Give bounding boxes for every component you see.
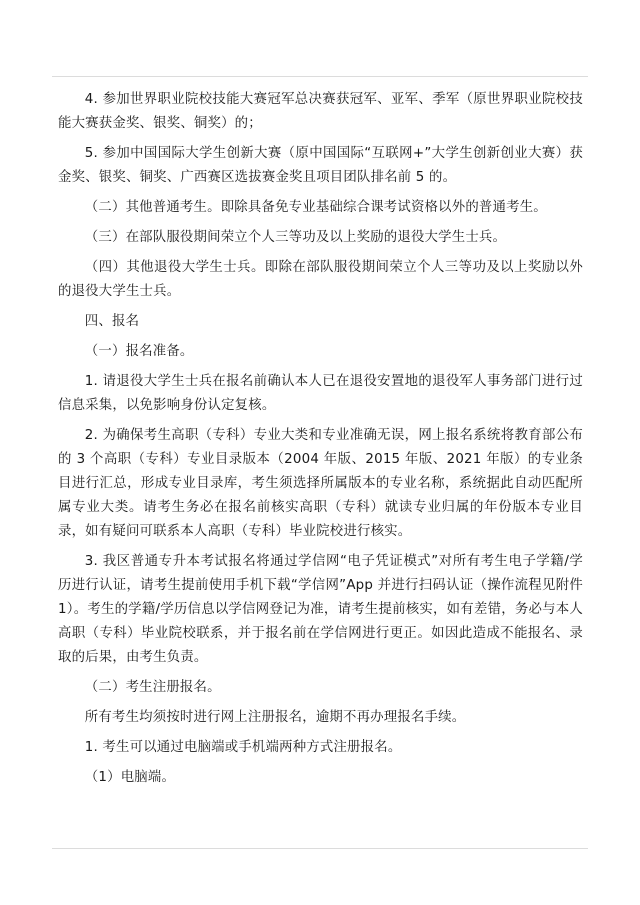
paragraph-pc-client: （1）电脑端。 xyxy=(84,770,176,785)
paragraph-chsi-verification: 3. 我区普通专升本考试报名将通过学信网“电子凭证模式”对所有考生电子学籍/学历进行认证，请考生提前使用手机下载“学信网”App 并进行扫码认证（操作流程见附件 1）。考生的学籍/学历信息以学信网登记为准，请考生提前核实，如有差错，务必与本人高职（专科）毕业院校联系，并于报名前在学信网进行更正。如因此造成不能报名、录取的后果，由考生负责。 xyxy=(58,554,583,665)
paragraph-veteran-info-collection: 1. 请退役大学生士兵在报名前确认本人已在退役安置地的退役军人事务部门进行过信息采集，以免影响身份认定复核。 xyxy=(58,374,583,413)
subsection-registration-preparation: （一）报名准备。 xyxy=(84,344,194,359)
paragraph-major-catalog: 2. 为确保考生高职（专科）专业大类和专业准确无误，网上报名系统将教育部公布的 3 个高职（专科）专业目录版本（2004 年版、2015 年版、2021 年版）的专业条目进行汇总，形成专业目录库，考生须选择所属版本的专业名称，系统据此自动匹配所属专业大类。请考生务必在报名前核实高职（专科）就读专业归属的年份版本专业目录，如有疑问可联系本人高职（专科）毕业院校进行核实。 xyxy=(58,428,583,539)
page-top-rule xyxy=(52,76,588,77)
document-body xyxy=(58,88,583,796)
paragraph-other-veteran-students: （四）其他退役大学生士兵。即除在部队服役期间荣立个人三等功及以上奖励以外的退役大学生士兵。 xyxy=(58,260,583,299)
paragraph-item-5-innovation-contest: 5. 参加中国国际大学生创新大赛（原中国国际“互联网+”大学生创新创业大赛）获金奖、银奖、铜奖、广西赛区选拔赛金奖且项目团队排名前 5 的。 xyxy=(58,146,583,185)
paragraph-register-on-time: 所有考生均须按时进行网上注册报名，逾期不再办理报名手续。 xyxy=(84,710,466,725)
paragraph-registration-methods: 1. 考生可以通过电脑端或手机端两种方式注册报名。 xyxy=(84,740,402,755)
paragraph-item-4-world-skills: 4. 参加世界职业院校技能大赛冠军总决赛获冠军、亚军、季军（原世界职业院校技能大赛获金奖、银奖、铜奖）的； xyxy=(58,92,583,131)
subsection-candidate-registration: （二）考生注册报名。 xyxy=(84,680,221,695)
section-heading-registration: 四、报名 xyxy=(84,314,140,329)
paragraph-merit-veteran-students: （三）在部队服役期间荣立个人三等功及以上奖励的退役大学生士兵。 xyxy=(84,230,507,245)
paragraph-other-regular-candidates: （二）其他普通考生。即除具备免专业基础综合课考试资格以外的普通考生。 xyxy=(84,200,547,215)
page-bottom-rule xyxy=(52,848,588,849)
